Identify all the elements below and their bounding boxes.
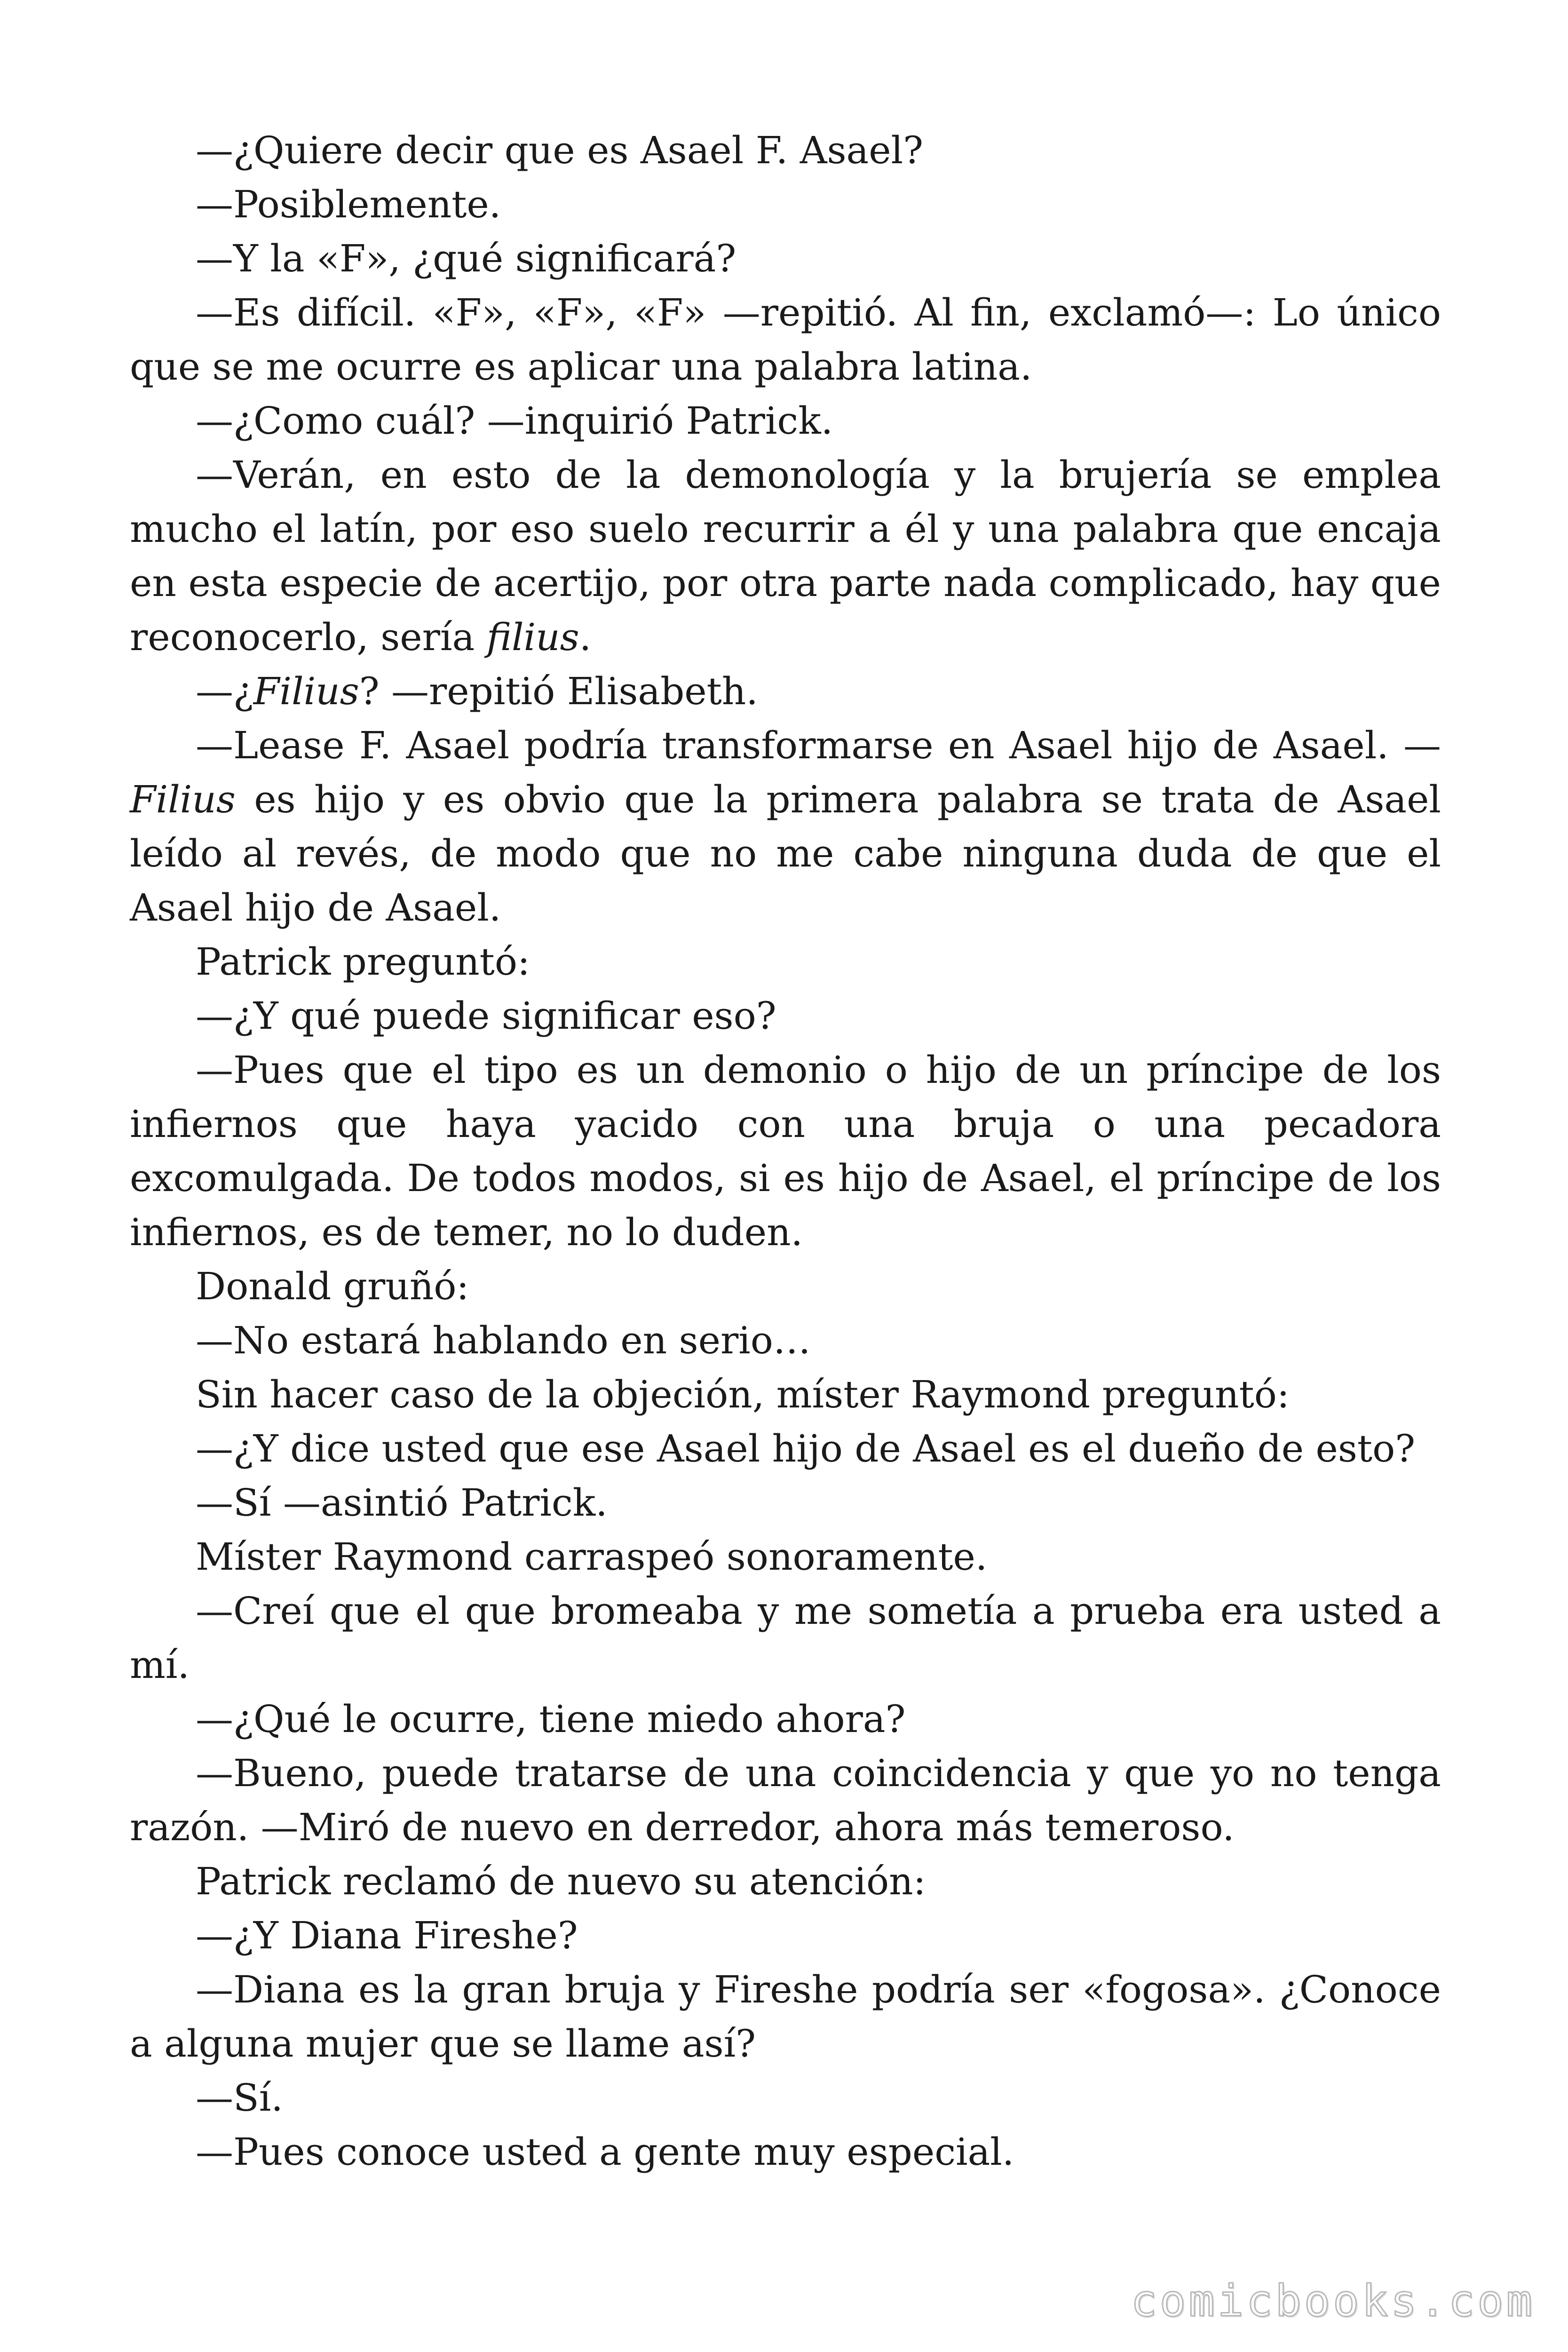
paragraph: —Pues que el tipo es un demonio o hijo de un príncipe de los infiernos que haya yacido con una bruja o una pecadora excomulgada. De todos modos, si es hijo de Asael, el príncipe de los infiernos, es de temer, no lo duden. [130, 1048, 1441, 1254]
paragraph: —Bueno, puede tratarse de una coincidencia y que yo no tenga razón. —Miró de nuevo en derredor, ahora más temeroso. [130, 1751, 1441, 1849]
paragraph: —Y la «F», ¿qué significará? [196, 237, 736, 280]
paragraph-text: —¿ [196, 669, 253, 713]
paragraph: —Es difícil. «F», «F», «F» —repitió. Al fin, exclamó—: Lo único que se me ocurre es aplicar una palabra latina. [130, 291, 1441, 389]
paragraph [130, 718, 1441, 935]
paragraph: Patrick preguntó: [196, 940, 530, 984]
paragraph: —¿Como cuál? —inquirió Patrick. [196, 399, 833, 443]
italic-word: Filius [253, 669, 359, 713]
paragraph: —Sí —asintió Patrick. [196, 1481, 608, 1525]
paragraph [130, 664, 1441, 718]
italic-word: Filius [130, 778, 236, 821]
paragraph: —Posiblemente. [196, 183, 501, 226]
paragraph-text: —Lease F. Asael podría transformarse en Asael hijo de Asael. — [196, 723, 1441, 767]
paragraph: —¿Quiere decir que es Asael F. Asael? [196, 128, 924, 172]
paragraph: —¿Qué le ocurre, tiene miedo ahora? [196, 1697, 906, 1741]
paragraph: —Creí que el que bromeaba y me sometía a prueba era usted a mí. [130, 1589, 1441, 1687]
paragraph: —Sí. [196, 2076, 283, 2120]
paragraph: —Diana es la gran bruja y Fireshe podría ser «fogosa». ¿Conoce a alguna mujer que se llame así? [130, 1968, 1441, 2066]
italic-word: filius [486, 615, 579, 659]
paragraph: —¿Y qué puede significar eso? [196, 994, 776, 1038]
paragraph-text: . [579, 615, 592, 659]
paragraph: Míster Raymond carraspeó sonoramente. [196, 1535, 988, 1579]
paragraph-text: —Verán, en esto de la demonología y la brujería se emplea mucho el latín, por eso suelo recurrir a él y una palabra que encaja en esta especie de acertijo, por otra parte nada complicado, hay que reconocerlo, sería [130, 453, 1441, 659]
paragraph: —Pues conoce usted a gente muy especial. [196, 2130, 1014, 2174]
book-page-text [130, 123, 1441, 2179]
paragraph: —¿Y dice usted que ese Asael hijo de Asael es el dueño de esto? [196, 1427, 1416, 1470]
paragraph-text: es hijo y es obvio que la primera palabra se trata de Asael leído al revés, de modo que no me cabe ninguna duda de que el Asael hijo de Asael. [130, 778, 1441, 930]
paragraph: —No estará hablando en serio… [196, 1319, 811, 1362]
watermark: comicbooks.com [1131, 2276, 1535, 2326]
paragraph: Patrick reclamó de nuevo su atención: [196, 1859, 926, 1903]
paragraph-text: ? —repitió Elisabeth. [359, 669, 758, 713]
paragraph: —¿Y Diana Fireshe? [196, 1914, 578, 1957]
paragraph: Donald gruñó: [196, 1264, 469, 1308]
paragraph: Sin hacer caso de la objeción, míster Raymond preguntó: [196, 1373, 1290, 1416]
paragraph [130, 448, 1441, 664]
